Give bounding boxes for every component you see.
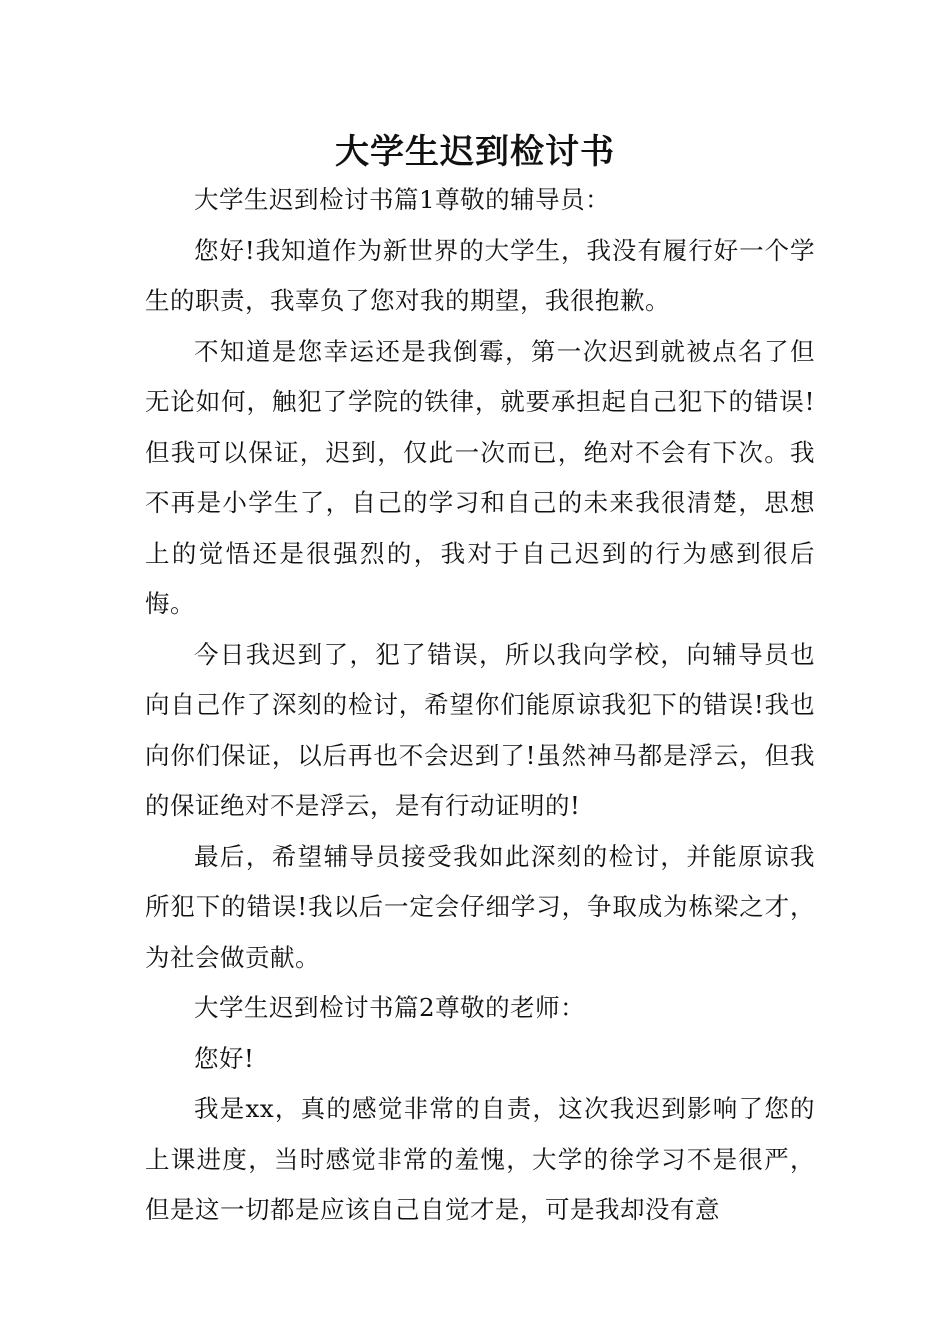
paragraph-5: 最后，希望辅导员接受我如此深刻的检讨，并能原谅我所犯下的错误!我以后一定会仔细学习，争取成为栋梁之才，为社会做贡献。: [145, 841, 815, 972]
document-title: 大学生迟到检讨书: [335, 132, 615, 172]
paragraph-2: 您好!我知道作为新世界的大学生，我没有履行好一个学生的职责，我辜负了您对我的期望，我很抱歉。: [145, 235, 815, 315]
paragraph-6: 大学生迟到检讨书篇2尊敬的老师：: [194, 993, 586, 1022]
paragraph-8: 我是xx，真的感觉非常的自责，这次我迟到影响了您的上课进度，当时感觉非常的羞愧，大学的徐学习不是很严，但是这一切都是应该自己自觉才是，可是我却没有意: [145, 1094, 815, 1224]
document-body: [145, 175, 815, 1236]
paragraph-4: 今日我迟到了，犯了错误，所以我向学校，向辅导员也向自己作了深刻的检讨，希望你们能原谅我犯下的错误!我也向你们保证，以后再也不会迟到了!虽然神马都是浮云，但我的保证绝对不是浮云，是有行动证明的!: [145, 639, 815, 820]
paragraph-1: 大学生迟到检讨书篇1尊敬的辅导员：: [194, 185, 611, 214]
paragraph-7: 您好!: [194, 1043, 255, 1073]
paragraph-3: 不知道是您幸运还是我倒霉，第一次迟到就被点名了但无论如何，触犯了学院的铁律，就要承担起自己犯下的错误!但我可以保证，迟到，仅此一次而已，绝对不会有下次。我不再是小学生了，自己的学习和自己的未来我很清楚，思想上的觉悟还是很强烈的，我对于自己迟到的行为感到很后悔。: [145, 336, 815, 618]
